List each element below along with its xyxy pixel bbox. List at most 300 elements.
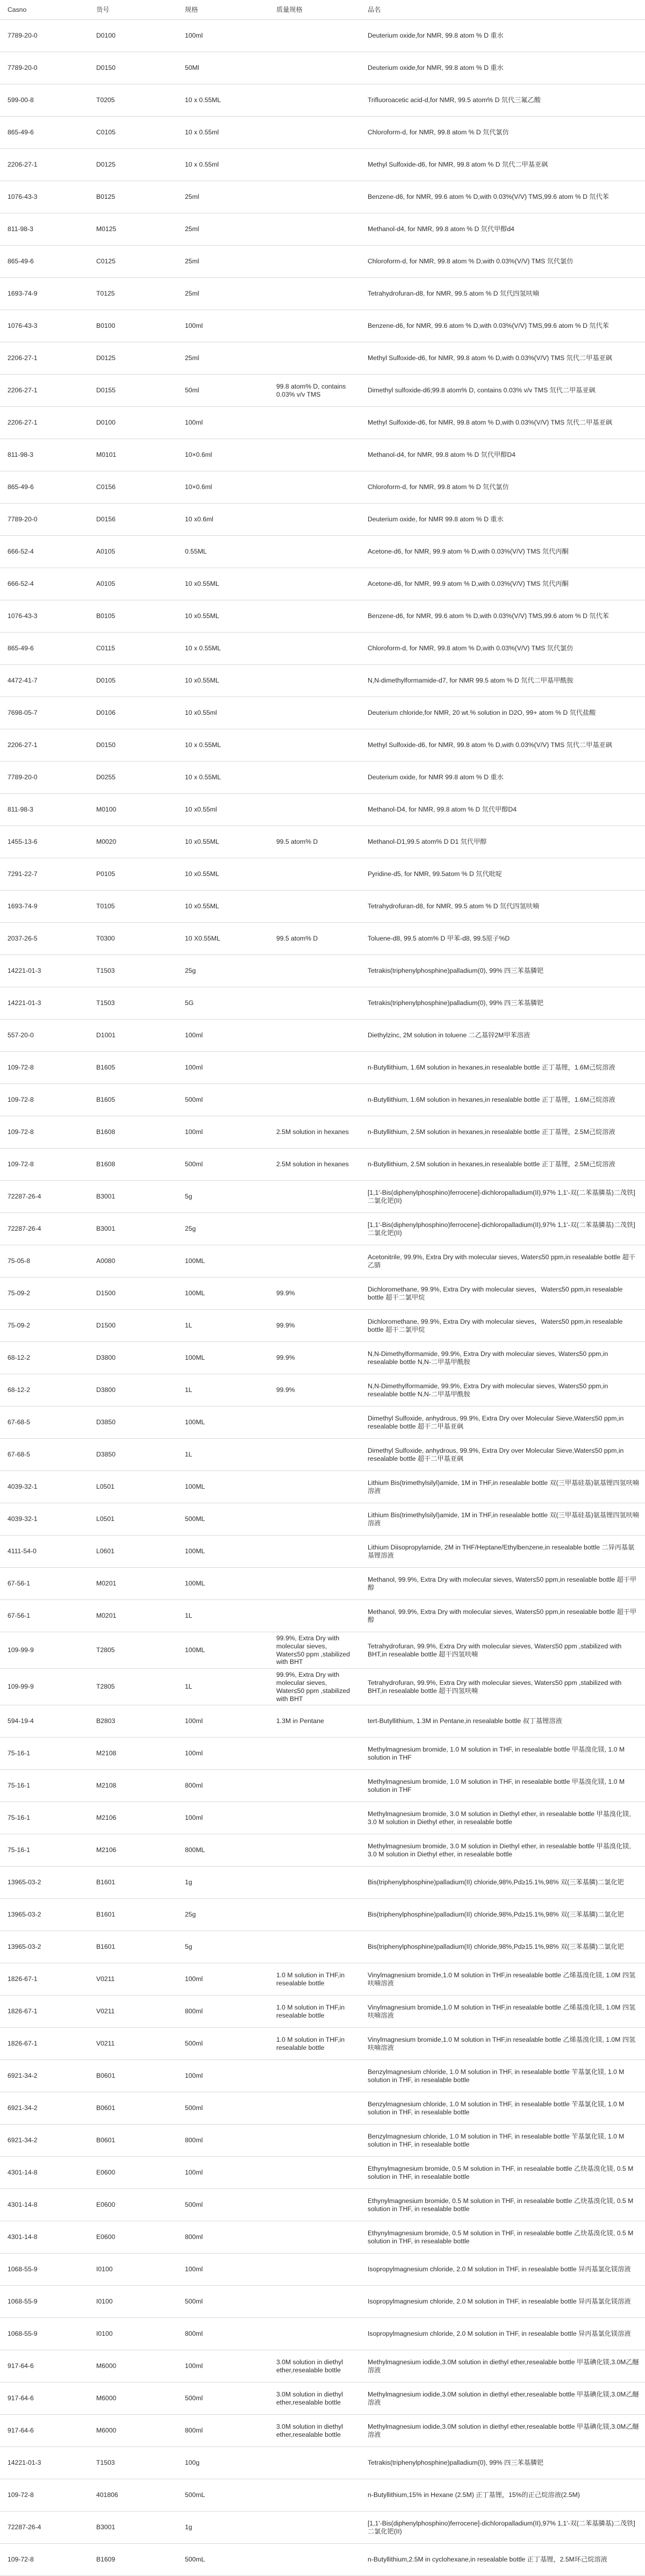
cell-quality-spec [269, 278, 360, 310]
cell-casno: 4301-14-8 [0, 2221, 89, 2254]
table-row [0, 2221, 645, 2254]
cell-quality-spec [269, 2286, 360, 2318]
cell-spec: 10 x0.55ML [177, 600, 269, 633]
cell-casno: 7789-20-0 [0, 762, 89, 794]
table-row [0, 1802, 645, 1834]
cell-quality-spec [269, 246, 360, 278]
cell-item-number: L0601 [89, 1535, 177, 1568]
cell-item-number: V0211 [89, 1963, 177, 1996]
header-row [0, 0, 645, 20]
cell-casno: 13965-03-2 [0, 1931, 89, 1963]
cell-casno: 1068-55-9 [0, 2286, 89, 2318]
cell-spec: 800ml [177, 1770, 269, 1802]
table-row [0, 2028, 645, 2060]
table-row [0, 1834, 645, 1867]
cell-casno: 75-16-1 [0, 1738, 89, 1770]
cell-quality-spec: 1.0 M solution in THF,in resealable bottle [269, 2028, 360, 2060]
cell-item-number: D3850 [89, 1439, 177, 1471]
cell-casno: 4301-14-8 [0, 2157, 89, 2189]
cell-product-name: Deuterium oxide, for NMR 99.8 atom % D 重水 [360, 762, 645, 794]
cell-casno: 1455-13-6 [0, 826, 89, 858]
table-row [0, 213, 645, 246]
cell-item-number: T0300 [89, 923, 177, 955]
cell-spec: 800ml [177, 2318, 269, 2350]
cell-spec: 10 X0.55ML [177, 923, 269, 955]
cell-spec: 500ml [177, 2383, 269, 2415]
cell-casno: 4111-54-0 [0, 1535, 89, 1568]
table-row [0, 407, 645, 439]
cell-product-name: n-Butyllithium, 2.5M solution in hexanes,in resealable bottle 正丁基锂，2.5M己烷溶液 [360, 1116, 645, 1149]
cell-quality-spec [269, 1439, 360, 1471]
table-row [0, 955, 645, 987]
cell-casno: 109-72-8 [0, 1116, 89, 1149]
cell-item-number: 401806 [89, 2479, 177, 2512]
cell-spec: 500ML [177, 1503, 269, 1535]
cell-product-name: Lithium Bis(trimethylsilyl)amide, 1M in THF,in resealable bottle 双(三甲基硅基)氨基锂四氢呋喃溶液 [360, 1503, 645, 1535]
cell-item-number: M2106 [89, 1834, 177, 1867]
cell-casno: 4301-14-8 [0, 2189, 89, 2221]
cell-product-name: Methanol-d4, for NMR, 99.8 atom % D 氘代甲醇d4 [360, 213, 645, 246]
table-row [0, 1568, 645, 1600]
cell-product-name: Methylmagnesium bromide, 1.0 M solution in THF, in resealable bottle 甲基溴化镁, 1.0 M solution in THF [360, 1738, 645, 1770]
cell-item-number: B1601 [89, 1931, 177, 1963]
cell-quality-spec: 99.5 atom% D [269, 826, 360, 858]
cell-spec: 500mL [177, 2544, 269, 2576]
table-row [0, 2254, 645, 2286]
cell-item-number: D0106 [89, 697, 177, 729]
cell-spec: 100ml [177, 310, 269, 342]
cell-quality-spec [269, 600, 360, 633]
cell-item-number: C0125 [89, 246, 177, 278]
cell-quality-spec [269, 891, 360, 923]
table-row [0, 1116, 645, 1149]
cell-quality-spec [269, 568, 360, 600]
cell-casno: 7789-20-0 [0, 52, 89, 84]
cell-casno: 917-64-6 [0, 2383, 89, 2415]
cell-quality-spec [269, 1213, 360, 1245]
table-header [0, 0, 645, 20]
cell-spec: 100ml [177, 2060, 269, 2092]
cell-quality-spec [269, 20, 360, 52]
cell-casno: 14221-01-3 [0, 987, 89, 1020]
table-row [0, 2318, 645, 2350]
cell-casno: 865-49-6 [0, 246, 89, 278]
cell-casno: 811-98-3 [0, 794, 89, 826]
cell-quality-spec [269, 858, 360, 891]
cell-casno: 7789-20-0 [0, 504, 89, 536]
table-row [0, 2479, 645, 2512]
cell-quality-spec [269, 987, 360, 1020]
cell-spec: 10 x 0.55ml [177, 117, 269, 149]
cell-spec: 500ml [177, 2189, 269, 2221]
header-quality-spec: 质量规格 [269, 0, 360, 20]
cell-spec: 10 x0.55ML [177, 568, 269, 600]
cell-casno: 14221-01-3 [0, 955, 89, 987]
cell-spec: 1g [177, 1867, 269, 1899]
cell-spec: 100ml [177, 2350, 269, 2383]
cell-item-number: A0080 [89, 1245, 177, 1278]
cell-item-number: T2805 [89, 1632, 177, 1669]
cell-quality-spec [269, 1020, 360, 1052]
cell-item-number: B3001 [89, 1181, 177, 1213]
cell-product-name: Methylmagnesium iodide,3.0M solution in diethyl ether,resealable bottle 甲基碘化镁,3.0M乙醚溶液 [360, 2383, 645, 2415]
table-row [0, 2125, 645, 2157]
cell-item-number: M2108 [89, 1770, 177, 1802]
cell-item-number: B0100 [89, 310, 177, 342]
cell-spec: 500ml [177, 1084, 269, 1116]
cell-casno: 599-00-8 [0, 84, 89, 117]
cell-spec: 5g [177, 1931, 269, 1963]
table-row [0, 84, 645, 117]
table-row [0, 375, 645, 407]
cell-casno: 811-98-3 [0, 439, 89, 471]
header-casno: Casno [0, 0, 89, 20]
table-row [0, 181, 645, 213]
cell-spec: 100ML [177, 1407, 269, 1439]
cell-quality-spec [269, 729, 360, 762]
cell-product-name: Lithium Bis(trimethylsilyl)amide, 1M in THF,in resealable bottle 双(三甲基硅基)氨基锂四氢呋喃溶液 [360, 1471, 645, 1503]
cell-product-name: Benzylmagnesium chloride, 1.0 M solution in THF, in resealable bottle 苄基氯化镁, 1.0 M solution in THF, in resealable bottle [360, 2092, 645, 2125]
cell-quality-spec [269, 2092, 360, 2125]
cell-casno: 2206-27-1 [0, 375, 89, 407]
table-row [0, 1705, 645, 1738]
cell-spec: 500ml [177, 1149, 269, 1181]
cell-casno: 13965-03-2 [0, 1899, 89, 1931]
table-row [0, 665, 645, 697]
cell-spec: 5g [177, 1181, 269, 1213]
cell-item-number: D3800 [89, 1342, 177, 1374]
table-row [0, 2447, 645, 2479]
cell-item-number: D0155 [89, 375, 177, 407]
table-row [0, 1245, 645, 1278]
cell-quality-spec [269, 1181, 360, 1213]
table-row [0, 1052, 645, 1084]
cell-item-number: B0125 [89, 181, 177, 213]
table-row [0, 342, 645, 375]
cell-item-number: C0156 [89, 471, 177, 504]
cell-product-name: Ethynylmagnesium bromide, 0.5 M solution in THF, in resealable bottle 乙炔基溴化镁, 0.5 M solution in THF, in resealable bottle [360, 2189, 645, 2221]
cell-product-name: Acetonitrile, 99.9%, Extra Dry with molecular sieves, Water≤50 ppm,in resealable bottle 超干乙腈 [360, 1245, 645, 1278]
cell-product-name: Tetrakis(triphenylphosphine)palladium(0), 99% 四三苯基膦钯 [360, 987, 645, 1020]
cell-item-number: B1609 [89, 2544, 177, 2576]
cell-product-name: Bis(triphenylphosphine)palladium(II) chloride,98%,Pd≥15.1%,98% 双(三苯基膦)二氯化钯 [360, 1931, 645, 1963]
cell-product-name: Bis(triphenylphosphine)palladium(II) chloride,98%,Pd≥15.1%,98% 双(三苯基膦)二氯化钯 [360, 1867, 645, 1899]
cell-quality-spec: 99.9% [269, 1310, 360, 1342]
cell-product-name: Isopropylmagnesium chloride, 2.0 M solution in THF, in resealable bottle 异丙基氯化镁溶液 [360, 2286, 645, 2318]
cell-casno: 1068-55-9 [0, 2318, 89, 2350]
cell-item-number: T0205 [89, 84, 177, 117]
cell-item-number: T1503 [89, 955, 177, 987]
cell-spec: 25ml [177, 278, 269, 310]
cell-spec: 10 x0.55ML [177, 665, 269, 697]
cell-item-number: B1601 [89, 1867, 177, 1899]
cell-casno: 811-98-3 [0, 213, 89, 246]
cell-quality-spec [269, 1600, 360, 1632]
table-row [0, 1471, 645, 1503]
cell-quality-spec [269, 1471, 360, 1503]
table-row [0, 278, 645, 310]
cell-quality-spec [269, 1867, 360, 1899]
table-row [0, 504, 645, 536]
cell-item-number: M2108 [89, 1738, 177, 1770]
cell-quality-spec [269, 2254, 360, 2286]
cell-item-number: B1608 [89, 1149, 177, 1181]
cell-quality-spec [269, 2221, 360, 2254]
cell-casno: 68-12-2 [0, 1342, 89, 1374]
cell-quality-spec [269, 1407, 360, 1439]
cell-quality-spec [269, 794, 360, 826]
cell-quality-spec [269, 1834, 360, 1867]
cell-spec: 100ml [177, 1020, 269, 1052]
cell-product-name: Methyl Sulfoxide-d6, for NMR, 99.8 atom % D,with 0.03%(V/V) TMS 氘代二甲基亚砜 [360, 342, 645, 375]
cell-quality-spec [269, 1899, 360, 1931]
cell-casno: 1693-74-9 [0, 278, 89, 310]
table-row [0, 858, 645, 891]
cell-casno: 109-72-8 [0, 1052, 89, 1084]
cell-casno: 1076-43-3 [0, 181, 89, 213]
table-row [0, 1439, 645, 1471]
cell-quality-spec [269, 2479, 360, 2512]
cell-spec: 100ml [177, 20, 269, 52]
cell-spec: 10 x 0.55ML [177, 762, 269, 794]
cell-quality-spec: 99.9% [269, 1342, 360, 1374]
cell-product-name: Methanol-d4, for NMR, 99.8 atom % D 氘代甲醇D4 [360, 439, 645, 471]
cell-casno: 72287-26-4 [0, 1213, 89, 1245]
cell-casno: 1693-74-9 [0, 891, 89, 923]
cell-casno: 109-99-9 [0, 1669, 89, 1705]
cell-product-name: Tetrakis(triphenylphosphine)palladium(0), 99% 四三苯基膦钯 [360, 955, 645, 987]
cell-casno: 666-52-4 [0, 536, 89, 568]
cell-item-number: I0100 [89, 2318, 177, 2350]
cell-casno: 13965-03-2 [0, 1867, 89, 1899]
cell-casno: 6921-34-2 [0, 2060, 89, 2092]
cell-product-name: Methylmagnesium bromide, 3.0 M solution in Diethyl ether, in resealable bottle 甲基溴化镁, 3.0 M solution in Diethyl ether, in resealable bottle [360, 1834, 645, 1867]
cell-item-number: B0601 [89, 2060, 177, 2092]
cell-spec: 1g [177, 2512, 269, 2544]
cell-product-name: Pyridine-d5, for NMR, 99.5atom % D 氘代吡啶 [360, 858, 645, 891]
table-row [0, 1213, 645, 1245]
cell-spec: 1L [177, 1600, 269, 1632]
cell-casno: 917-64-6 [0, 2415, 89, 2447]
cell-casno: 1826-67-1 [0, 2028, 89, 2060]
table-row [0, 1899, 645, 1931]
table-row [0, 2092, 645, 2125]
cell-quality-spec: 3.0M solution in diethyl ether,resealable bottle [269, 2415, 360, 2447]
table-row [0, 1738, 645, 1770]
cell-casno: 109-99-9 [0, 1632, 89, 1669]
cell-spec: 1L [177, 1374, 269, 1407]
cell-product-name: tert-Butyllithium, 1.3M in Pentane,in resealable bottle 叔丁基锂溶液 [360, 1705, 645, 1738]
cell-spec: 500ml [177, 2028, 269, 2060]
cell-product-name: Acetone-d6, for NMR, 99.9 atom % D,with 0.03%(V/V) TMS 氘代丙酮 [360, 568, 645, 600]
cell-item-number: D0125 [89, 149, 177, 181]
cell-item-number: P0105 [89, 858, 177, 891]
cell-product-name: Dimethyl Sulfoxide, anhydrous, 99.9%, Extra Dry over Molecular Sieve,Water≤50 ppm,in resealable bottle 超干二甲基亚砜 [360, 1407, 645, 1439]
cell-casno: 2206-27-1 [0, 729, 89, 762]
cell-quality-spec [269, 117, 360, 149]
cell-casno: 4039-32-1 [0, 1503, 89, 1535]
cell-product-name: N,N-Dimethylformamide, 99.9%, Extra Dry with molecular sieves, Water≤50 ppm,in resealable bottle N,N-二甲基甲酰胺 [360, 1374, 645, 1407]
cell-spec: 25ml [177, 213, 269, 246]
cell-spec: 100ML [177, 1535, 269, 1568]
table-row [0, 117, 645, 149]
cell-item-number: E0600 [89, 2189, 177, 2221]
table-row [0, 2544, 645, 2576]
cell-quality-spec: 1.3M in Pentane [269, 1705, 360, 1738]
table-row [0, 762, 645, 794]
cell-item-number: T0105 [89, 891, 177, 923]
cell-product-name: Dichloromethane, 99.9%, Extra Dry with molecular sieves，Water≤50 ppm,in resealable bottle 超干二氯甲烷 [360, 1310, 645, 1342]
cell-item-number: L0501 [89, 1471, 177, 1503]
cell-casno: 75-05-8 [0, 1245, 89, 1278]
cell-spec: 25ml [177, 181, 269, 213]
cell-item-number: B0601 [89, 2125, 177, 2157]
cell-product-name: Methanol-D1,99.5 atom% D D1 氘代甲醇 [360, 826, 645, 858]
cell-quality-spec [269, 665, 360, 697]
header-item-number: 货号 [89, 0, 177, 20]
cell-casno: 594-19-4 [0, 1705, 89, 1738]
cell-item-number: D1001 [89, 1020, 177, 1052]
cell-item-number: B1601 [89, 1899, 177, 1931]
cell-product-name: Ethynylmagnesium bromide, 0.5 M solution in THF, in resealable bottle 乙炔基溴化镁, 0.5 M solution in THF, in resealable bottle [360, 2221, 645, 2254]
cell-quality-spec [269, 1535, 360, 1568]
table-row [0, 20, 645, 52]
cell-spec: 1L [177, 1669, 269, 1705]
cell-spec: 100ML [177, 1568, 269, 1600]
cell-quality-spec [269, 439, 360, 471]
cell-item-number: T2805 [89, 1669, 177, 1705]
cell-item-number: D0105 [89, 665, 177, 697]
cell-item-number: B3001 [89, 1213, 177, 1245]
cell-quality-spec [269, 213, 360, 246]
cell-spec: 10 x 0.55ML [177, 729, 269, 762]
cell-item-number: D0156 [89, 504, 177, 536]
cell-item-number: I0100 [89, 2286, 177, 2318]
table-row [0, 310, 645, 342]
cell-casno: 75-16-1 [0, 1834, 89, 1867]
cell-item-number: B0105 [89, 600, 177, 633]
cell-quality-spec: 99.9% [269, 1278, 360, 1310]
cell-product-name: Deuterium oxide,for NMR, 99.8 atom % D 重水 [360, 52, 645, 84]
table-body [0, 20, 645, 2576]
cell-product-name: N,N-Dimethylformamide, 99.9%, Extra Dry with molecular sieves, Water≤50 ppm,in resealable bottle N,N-二甲基甲酰胺 [360, 1342, 645, 1374]
cell-casno: 14221-01-3 [0, 2447, 89, 2479]
cell-item-number: D3850 [89, 1407, 177, 1439]
table-row [0, 1867, 645, 1899]
cell-spec: 100ml [177, 1738, 269, 1770]
table-row [0, 1278, 645, 1310]
cell-product-name: [1,1'-Bis(diphenylphosphino)ferrocene]-dichloropalladium(II),97% 1,1'-双(二苯基膦基)二茂铁]二氯化钯(II) [360, 1213, 645, 1245]
cell-product-name: Tetrahydrofuran, 99.9%, Extra Dry with molecular sieves, Water≤50 ppm ,stabilized with BHT,in resealable bottle 超干四氢呋喃 [360, 1632, 645, 1669]
table-row [0, 1407, 645, 1439]
cell-spec: 10 x 0.55ML [177, 633, 269, 665]
cell-product-name: Methyl Sulfoxide-d6, for NMR, 99.8 atom % D,with 0.03%(V/V) TMS 氘代二甲基亚砜 [360, 407, 645, 439]
cell-item-number: D0150 [89, 52, 177, 84]
cell-product-name: N,N-dimethylformamide-d7, for NMR 99.5 atom % D 氘代二甲基甲酰胺 [360, 665, 645, 697]
cell-spec: 800ml [177, 2125, 269, 2157]
cell-casno: 109-72-8 [0, 1084, 89, 1116]
cell-spec: 10×0.6ml [177, 439, 269, 471]
cell-product-name: Methylmagnesium iodide,3.0M solution in diethyl ether,resealable bottle 甲基碘化镁,3.0M乙醚溶液 [360, 2350, 645, 2383]
table-row [0, 1996, 645, 2028]
cell-product-name: Methylmagnesium iodide,3.0M solution in diethyl ether,resealable bottle 甲基碘化镁,3.0M乙醚溶液 [360, 2415, 645, 2447]
header-product-name: 品名 [360, 0, 645, 20]
cell-product-name: Vinylmagnesium bromide,1.0 M solution in THF,in resealable bottle 乙烯基溴化镁, 1.0M 四氢呋喃溶液 [360, 1963, 645, 1996]
header-spec: 规格 [177, 0, 269, 20]
cell-item-number: A0105 [89, 536, 177, 568]
table-row [0, 1632, 645, 1669]
cell-casno: 865-49-6 [0, 471, 89, 504]
cell-spec: 800ml [177, 1996, 269, 2028]
cell-spec: 25ml [177, 342, 269, 375]
cell-product-name: Deuterium chloride,for NMR, 20 wt.% solution in D2O, 99+ atom % D 氘代盐酸 [360, 697, 645, 729]
cell-quality-spec [269, 310, 360, 342]
cell-quality-spec [269, 762, 360, 794]
cell-spec: 500mL [177, 2479, 269, 2512]
table-row [0, 2512, 645, 2544]
cell-item-number: I0100 [89, 2254, 177, 2286]
cell-quality-spec [269, 2318, 360, 2350]
cell-casno: 7291-22-7 [0, 858, 89, 891]
cell-quality-spec [269, 84, 360, 117]
cell-quality-spec: 99.9% [269, 1374, 360, 1407]
cell-casno: 865-49-6 [0, 633, 89, 665]
cell-casno: 67-68-5 [0, 1407, 89, 1439]
cell-item-number: C0105 [89, 117, 177, 149]
table-row [0, 2060, 645, 2092]
cell-product-name: n-Butyllithium, 1.6M solution in hexanes,in resealable bottle 正丁基锂，1.6M己烷溶液 [360, 1084, 645, 1116]
cell-quality-spec: 2.5M solution in hexanes [269, 1149, 360, 1181]
table-row [0, 923, 645, 955]
cell-product-name: Ethynylmagnesium bromide, 0.5 M solution in THF, in resealable bottle 乙炔基溴化镁, 0.5 M solution in THF, in resealable bottle [360, 2157, 645, 2189]
cell-product-name: Dimethyl Sulfoxide, anhydrous, 99.9%, Extra Dry over Molecular Sieve,Water≤50 ppm,in resealable bottle 超干二甲基亚砜 [360, 1439, 645, 1471]
cell-quality-spec [269, 1245, 360, 1278]
cell-casno: 109-72-8 [0, 1149, 89, 1181]
cell-casno: 7789-20-0 [0, 20, 89, 52]
table-row [0, 1342, 645, 1374]
cell-product-name: Isopropylmagnesium chloride, 2.0 M solution in THF, in resealable bottle 异丙基氯化镁溶液 [360, 2254, 645, 2286]
cell-casno: 7698-05-7 [0, 697, 89, 729]
cell-casno: 67-56-1 [0, 1568, 89, 1600]
cell-casno: 109-72-8 [0, 2479, 89, 2512]
cell-quality-spec: 3.0M solution in diethyl ether,resealable bottle [269, 2350, 360, 2383]
cell-quality-spec [269, 2512, 360, 2544]
cell-casno: 2206-27-1 [0, 407, 89, 439]
cell-casno: 75-09-2 [0, 1278, 89, 1310]
table-row [0, 794, 645, 826]
cell-quality-spec [269, 1503, 360, 1535]
cell-spec: 10 x0.6ml [177, 504, 269, 536]
cell-item-number: V0211 [89, 2028, 177, 2060]
table-row [0, 1963, 645, 1996]
cell-item-number: T1503 [89, 2447, 177, 2479]
table-row [0, 1535, 645, 1568]
cell-quality-spec [269, 2060, 360, 2092]
cell-quality-spec [269, 2125, 360, 2157]
table-row [0, 697, 645, 729]
cell-spec: 0.55ML [177, 536, 269, 568]
table-row [0, 826, 645, 858]
cell-spec: 50ml [177, 375, 269, 407]
table-row [0, 2157, 645, 2189]
cell-spec: 10 x0.55ml [177, 794, 269, 826]
cell-product-name: Methanol-D4, for NMR, 99.8 atom % D 氘代甲醇D4 [360, 794, 645, 826]
cell-item-number: M0101 [89, 439, 177, 471]
cell-casno: 72287-26-4 [0, 1181, 89, 1213]
table-row [0, 2415, 645, 2447]
cell-spec: 25g [177, 1213, 269, 1245]
cell-spec: 100ml [177, 407, 269, 439]
